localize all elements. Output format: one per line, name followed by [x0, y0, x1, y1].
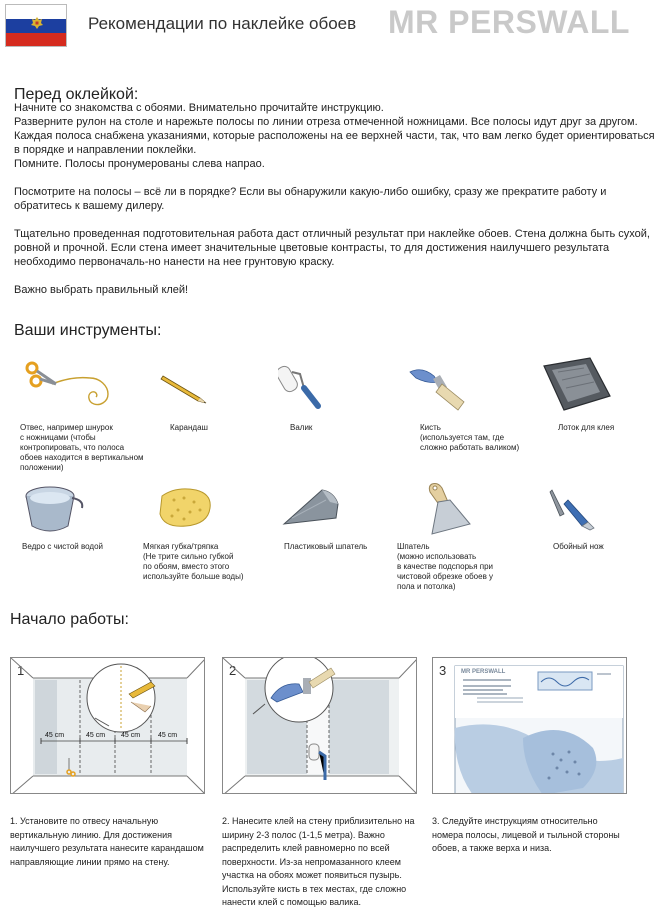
document-title: Рекомендации по наклейке обоев — [88, 14, 357, 33]
measure-label-3: 45 cm — [121, 732, 141, 739]
wallpaper-sheet-illustration — [433, 658, 627, 794]
measure-label-1: 45 cm — [45, 732, 65, 739]
tool-label-roller: Валик — [290, 423, 313, 432]
russian-flag-icon — [5, 4, 67, 47]
check-paragraph: Посмотрите на полосы – всё ли в порядке? Если вы обнаружили какую-либо ошибку, сразу же прекратите работу и обратитесь к вашему дилеру. — [14, 186, 607, 212]
tool-label-pencil: Карандаш — [170, 423, 208, 432]
plumb-line-scissors-icon — [22, 354, 122, 416]
glue-application-illustration — [223, 658, 417, 794]
sheet-brand-label: MR PERSWALL — [461, 669, 506, 675]
step-3-number: 3 — [439, 663, 447, 678]
glue-paragraph: Важно выбрать правильный клей! — [14, 284, 189, 296]
step-3-panel — [432, 657, 627, 794]
tool-label-bucket: Ведро с чистой водой — [22, 542, 103, 551]
brush-icon — [408, 362, 470, 412]
bucket-icon — [22, 482, 88, 536]
step-2-number: 2 — [229, 663, 237, 678]
brand-logo: MR PERSWALL — [388, 4, 630, 40]
paint-roller-icon — [278, 360, 328, 410]
step-1-caption: 1. Установите по отвесу начальную вертикальную линию. Для достижения наилучшего результата нанесите карандашом направляющие линии прямо на стену. — [10, 816, 204, 867]
coat-of-arms-icon — [30, 16, 44, 30]
step-1-number: 1 — [17, 663, 25, 678]
section-heading-start: Начало работы: — [10, 611, 129, 628]
measure-label-2: 45 cm — [86, 732, 106, 739]
step-2-panel — [222, 657, 417, 794]
tool-label-tray: Лоток для клея — [558, 423, 615, 432]
utility-knife-icon — [548, 486, 598, 532]
step-1-panel — [10, 657, 205, 794]
measure-label-4: 45 cm — [158, 732, 178, 739]
tool-label-putty-knife: Шпатель (можно использовать в качестве подспорья при чистовой обрезке обоев у пола и потолка) — [397, 542, 494, 591]
room-wall-illustration — [11, 658, 205, 794]
putty-knife-icon — [408, 480, 472, 536]
plastic-spatula-icon — [282, 488, 342, 528]
paint-tray-icon — [542, 356, 612, 414]
tool-label-sponge: Мягкая губка/тряпка (Не трите сильно губкой по обоям, вместо этого используйте больше воды) — [143, 542, 244, 581]
tool-label-plumb-line: Отвес, например шнурок с ножницами (чтобы контропировать, что полоса обоев находится в вертикальном положении) — [20, 423, 144, 472]
step-2-caption: 2. Нанесите клей на стену приблизительно на ширину 2-3 полос (1-1,5 метра). Важно распределить клей равномерно по всей поверхности. Из-за непромазанного клеем участка на обоях может появиться пузырь. Используйте кисть в тех местах, где сложно нанести клей с помощью валика. — [222, 816, 415, 907]
section-heading-before: Перед оклейкой: — [14, 86, 139, 103]
tool-label-plastic-spatula: Пластиковый шпатель — [284, 542, 368, 551]
sponge-icon — [156, 486, 216, 530]
tool-label-utility-knife: Обойный нож — [553, 542, 604, 551]
tool-label-brush: Кисть (используется там, где сложно работать валиком) — [420, 423, 520, 452]
pencil-icon — [160, 372, 212, 406]
section-heading-tools: Ваши инструменты: — [14, 322, 162, 339]
intro-paragraph: Начните со знакомства с обоями. Внимательно прочитайте инструкцию. Разверните рулон на столе и нарежьте полосы по линии отреза отмеченной ножницами. Все полосы идут друг за другом. Каждая полоса снабжена указаниями, которые расположены на ее верхней части, так, что вам легко будет ориентироваться в порядке и направлении поклейки. Помните. Полосы пронумерованы слева напрао. — [14, 102, 655, 170]
intro-text — [14, 101, 659, 311]
prep-paragraph: Тщательно проведенная подготовительная работа даст отличный результат при наклейке обоев. Стена должна быть сухой, ровной и прочной. Если стена имеет значительные цветовые контрасты, то для достижения наилучшего результата необходимо первоначаль-но нанести на нее грунтовую краску. — [14, 228, 650, 268]
step-3-caption: 3. Следуйте инструкциям относительно номера полосы, лицевой и тыльной стороны обоев, а также верха и низа. — [432, 816, 620, 853]
